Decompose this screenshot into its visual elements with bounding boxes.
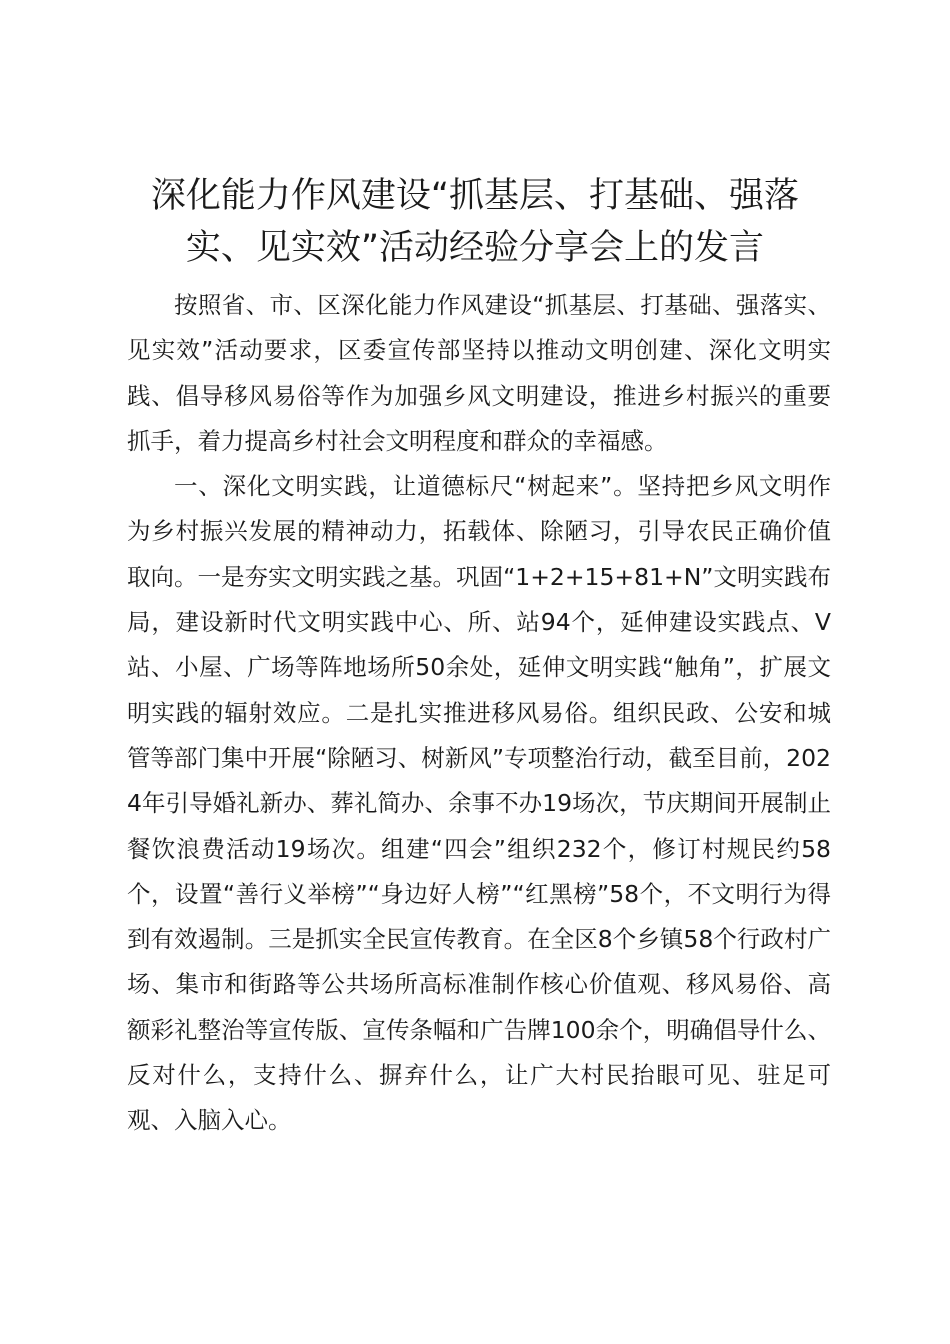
paragraph-section-one: 一、深化文明实践，让道德标尺“树起来”。坚持把乡风文明作为乡村振兴发展的精神动力，拓载体、除陋习，引导农民正确价值取向。一是夯实文明实践之基。巩固“1+2+15+81+N”文明实践布局，建设新时代文明实践中心、所、站94个，延伸建设实践点、V站、小屋、广场等阵地场所50余处，延伸文明实践“触角”，扩展文明实践的辐射效应。二是扎实推进移风易俗。组织民政、公安和城管等部门集中开展“除陋习、树新风”专项整治行动，截至目前，2024年引导婚礼新办、葬礼简办、余事不办19场次，节庆期间开展制止餐饮浪费活动19场次。组建“四会”组织232个，修订村规民约58个，设置“善行义举榜”“身边好人榜”“红黑榜”58个，不文明行为得到有效遏制。三是抓实全民宣传教育。在全区8个乡镇58个行政村广场、集市和街路等公共场所高标准制作核心价值观、移风易俗、高额彩礼整治等宣传版、宣传条幅和广告牌100余个，明确倡导什么、反对什么，支持什么、摒弃什么，让广大村民抬眼可见、驻足可观、入脑入心。 xyxy=(127,472,831,1135)
paragraph-intro: 按照省、市、区深化能力作风建设“抓基层、打基础、强落实、见实效”活动要求，区委宣传部坚持以推动文明创建、深化文明实践、倡导移风易俗等作为加强乡风文明建设，推进乡村振兴的重要抓手，着力提高乡村社会文明程度和群众的幸福感。 xyxy=(127,291,831,455)
document-title: 深化能力作风建设“抓基层、打基础、强落实、见实效”活动经验分享会上的发言 xyxy=(150,176,800,268)
document-body xyxy=(127,283,831,1144)
